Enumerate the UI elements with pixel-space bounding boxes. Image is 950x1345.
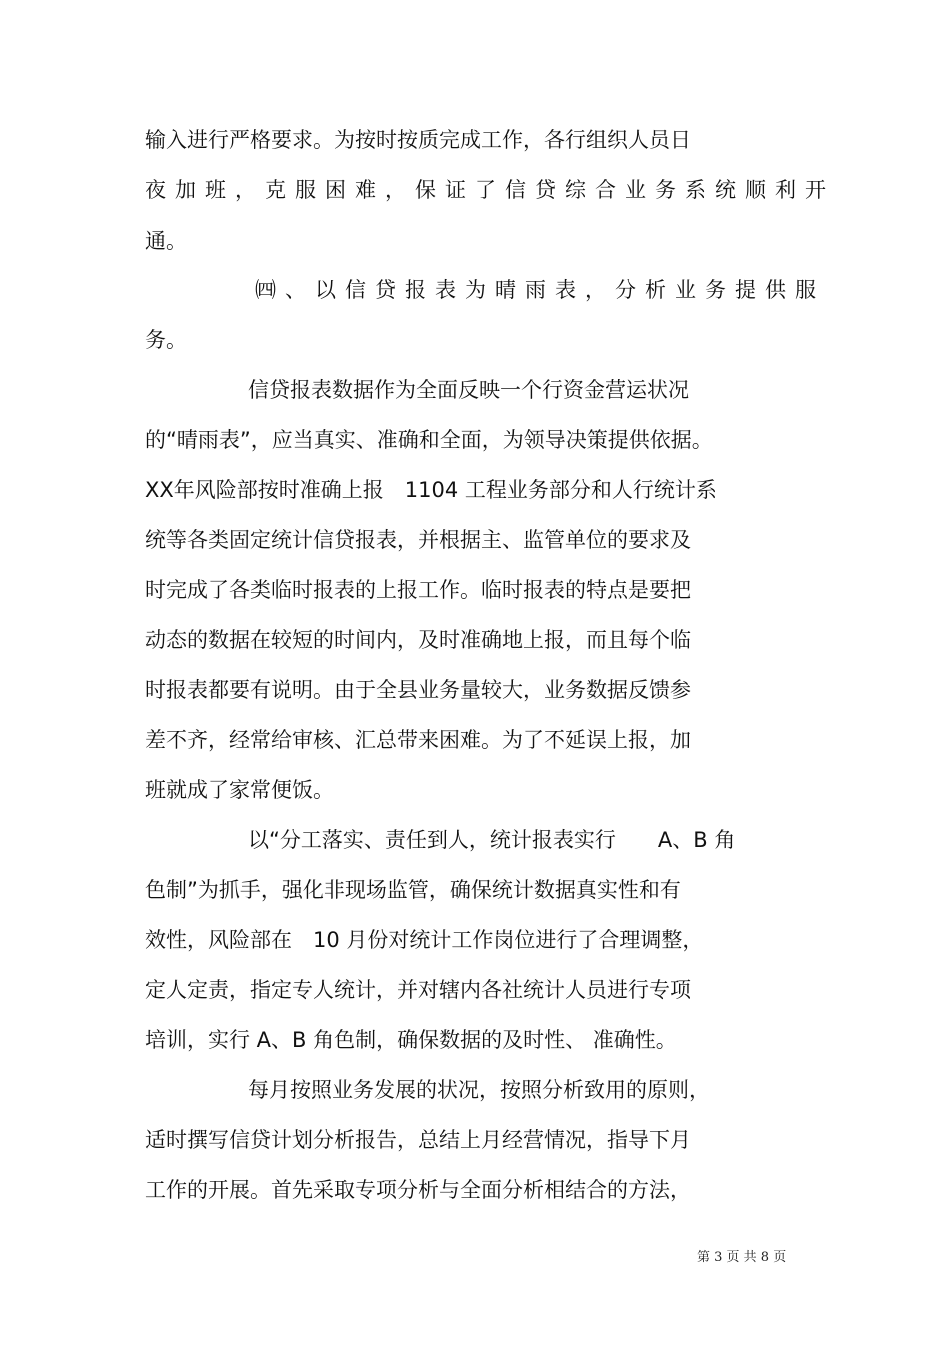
text-line: 的“晴雨表”，应当真实、准确和全面，为领导决策提供依据。 [145,428,713,452]
text-line: 动态的数据在较短的时间内，及时准确地上报，而且每个临 [145,628,691,652]
text-line: 色制”为抓手，强化非现场监管，确保统计数据真实性和有 [145,878,681,902]
text-line: XX年风险部按时准确上报 1104 工程业务部分和人行统计系 [145,478,717,502]
section-heading: ㈣、以信贷报表为晴雨表，分析业务提供服 [255,278,825,302]
paragraph-start: 每月按照业务发展的状况，按照分析致用的原则， [248,1078,710,1102]
text-line: 工作的开展。首先采取专项分析与全面分析相结合的方法， [145,1178,691,1202]
text-line: 统等各类固定统计信贷报表，并根据主、监管单位的要求及 [145,528,691,552]
text-line: 夜加班，克服困难，保证了信贷综合业务系统顺利开 [145,178,835,202]
text-line: 适时撰写信贷计划分析报告，总结上月经营情况，指导下月 [145,1128,691,1152]
text-line: 务。 [145,328,187,352]
text-line: 效性，风险部在 10 月份对统计工作岗位进行了合理调整， [145,928,704,952]
text-line: 定人定责，指定专人统计，并对辖内各社统计人员进行专项 [145,978,691,1002]
text-line: 时完成了各类临时报表的上报工作。临时报表的特点是要把 [145,578,691,602]
text-line: 班就成了家常便饭。 [145,778,334,802]
text-line: 通。 [145,229,187,253]
paragraph-start: 以“分工落实、责任到人，统计报表实行 A、B 角 [248,828,736,852]
text-line: 差不齐，经常给审核、汇总带来困难。为了不延误上报，加 [145,728,691,752]
text-line: 输入进行严格要求。为按时按质完成工作，各行组织人员日 [145,128,691,152]
text-line: 培训，实行 A、B 角色制，确保数据的及时性、 准确性。 [145,1028,677,1052]
text-line: 时报表都要有说明。由于全县业务量较大，业务数据反馈参 [145,678,691,702]
page-number: 第 3 页 共 8 页 [697,1250,787,1265]
paragraph-start: 信贷报表数据作为全面反映一个行资金营运状况 [248,378,689,402]
